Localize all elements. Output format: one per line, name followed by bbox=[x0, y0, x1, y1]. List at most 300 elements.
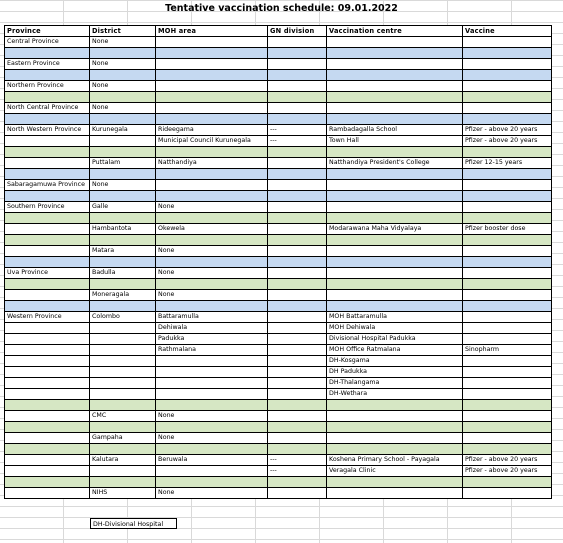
vaccination-centre-cell[interactable]: Natthandiya President's College bbox=[327, 158, 463, 169]
district-cell[interactable]: None bbox=[90, 103, 156, 114]
vaccine-cell[interactable]: Pfizer - above 20 years bbox=[463, 455, 552, 466]
province-cell[interactable] bbox=[5, 411, 90, 422]
district-cell[interactable] bbox=[90, 257, 156, 268]
vaccine-cell[interactable] bbox=[463, 356, 552, 367]
moh-area-cell[interactable]: None bbox=[156, 246, 268, 257]
vaccination-centre-cell[interactable] bbox=[327, 279, 463, 290]
gn-division-cell[interactable] bbox=[268, 488, 327, 499]
vaccine-cell[interactable] bbox=[463, 202, 552, 213]
vaccination-centre-cell[interactable]: MOH Battaramulla bbox=[327, 312, 463, 323]
gn-division-cell[interactable] bbox=[268, 81, 327, 92]
district-cell[interactable]: Badulla bbox=[90, 268, 156, 279]
moh-area-cell[interactable] bbox=[156, 477, 268, 488]
vaccination-centre-cell[interactable] bbox=[327, 191, 463, 202]
header-district[interactable]: District bbox=[90, 26, 156, 37]
province-cell[interactable] bbox=[5, 136, 90, 147]
province-cell[interactable]: Western Province bbox=[5, 312, 90, 323]
footnote-cell[interactable]: DH-Divisional Hospital bbox=[90, 518, 177, 529]
vaccination-centre-cell[interactable] bbox=[327, 422, 463, 433]
table-row bbox=[5, 301, 552, 312]
moh-area-cell[interactable]: None bbox=[156, 488, 268, 499]
table-row bbox=[5, 433, 552, 444]
header-vaccination-centre[interactable]: Vaccination centre bbox=[327, 26, 463, 37]
vaccination-centre-cell[interactable]: DH-Thalangama bbox=[327, 378, 463, 389]
vaccination-centre-cell[interactable]: Rambadagalla School bbox=[327, 125, 463, 136]
province-cell[interactable] bbox=[5, 367, 90, 378]
moh-area-cell[interactable] bbox=[156, 37, 268, 48]
district-cell[interactable]: Colombo bbox=[90, 312, 156, 323]
vaccine-cell[interactable] bbox=[463, 389, 552, 400]
vaccination-centre-cell[interactable] bbox=[327, 213, 463, 224]
table-row bbox=[5, 136, 552, 147]
gn-division-cell[interactable] bbox=[268, 257, 327, 268]
gn-division-cell[interactable] bbox=[268, 213, 327, 224]
moh-area-cell[interactable] bbox=[156, 191, 268, 202]
table-row bbox=[5, 334, 552, 345]
table-row bbox=[5, 400, 552, 411]
gn-division-cell[interactable] bbox=[268, 147, 327, 158]
district-cell[interactable] bbox=[90, 477, 156, 488]
vaccination-centre-cell[interactable] bbox=[327, 37, 463, 48]
vaccine-cell[interactable]: Pfizer - above 20 years bbox=[463, 136, 552, 147]
district-cell[interactable] bbox=[90, 136, 156, 147]
moh-area-cell[interactable] bbox=[156, 59, 268, 70]
moh-area-cell[interactable] bbox=[156, 444, 268, 455]
moh-area-cell[interactable] bbox=[156, 81, 268, 92]
moh-area-cell[interactable] bbox=[156, 70, 268, 81]
gn-division-cell[interactable] bbox=[268, 158, 327, 169]
district-cell[interactable] bbox=[90, 169, 156, 180]
moh-area-cell[interactable]: None bbox=[156, 411, 268, 422]
vaccination-centre-cell[interactable] bbox=[327, 92, 463, 103]
vaccine-cell[interactable] bbox=[463, 378, 552, 389]
province-cell[interactable] bbox=[5, 70, 90, 81]
moh-area-cell[interactable] bbox=[156, 235, 268, 246]
moh-area-cell[interactable] bbox=[156, 169, 268, 180]
district-cell[interactable]: Puttalam bbox=[90, 158, 156, 169]
vaccination-centre-cell[interactable] bbox=[327, 444, 463, 455]
vaccine-cell[interactable] bbox=[463, 367, 552, 378]
moh-area-cell[interactable] bbox=[156, 147, 268, 158]
vaccination-centre-cell[interactable] bbox=[327, 301, 463, 312]
moh-area-cell[interactable]: None bbox=[156, 290, 268, 301]
vaccine-cell[interactable]: Pfizer 12-15 years bbox=[463, 158, 552, 169]
moh-area-cell[interactable]: Rideegama bbox=[156, 125, 268, 136]
district-cell[interactable] bbox=[90, 279, 156, 290]
province-cell[interactable] bbox=[5, 477, 90, 488]
moh-area-cell[interactable] bbox=[156, 367, 268, 378]
moh-area-cell[interactable]: None bbox=[156, 433, 268, 444]
district-cell[interactable] bbox=[90, 466, 156, 477]
moh-area-cell[interactable] bbox=[156, 466, 268, 477]
moh-area-cell[interactable]: None bbox=[156, 202, 268, 213]
moh-area-cell[interactable]: Municipal Council Kurunegala bbox=[156, 136, 268, 147]
gn-division-cell[interactable] bbox=[268, 323, 327, 334]
vaccination-centre-cell[interactable] bbox=[327, 246, 463, 257]
moh-area-cell[interactable]: Padukka bbox=[156, 334, 268, 345]
table-row bbox=[5, 158, 552, 169]
gn-division-cell[interactable] bbox=[268, 367, 327, 378]
table-row bbox=[5, 345, 552, 356]
province-cell[interactable] bbox=[5, 345, 90, 356]
district-cell[interactable]: Kurunegala bbox=[90, 125, 156, 136]
gn-division-cell[interactable]: --- bbox=[268, 466, 327, 477]
gn-division-cell[interactable] bbox=[268, 180, 327, 191]
vaccine-cell[interactable] bbox=[463, 180, 552, 191]
vaccine-cell[interactable] bbox=[463, 213, 552, 224]
gn-division-cell[interactable] bbox=[268, 290, 327, 301]
table-row bbox=[5, 114, 552, 125]
province-cell[interactable]: Eastern Province bbox=[5, 59, 90, 70]
vaccination-centre-cell[interactable] bbox=[327, 477, 463, 488]
table-row bbox=[5, 81, 552, 92]
vaccination-centre-cell[interactable] bbox=[327, 411, 463, 422]
province-cell[interactable]: Southern Province bbox=[5, 202, 90, 213]
moh-area-cell[interactable] bbox=[156, 92, 268, 103]
vaccine-cell[interactable]: Pfizer - above 20 years bbox=[463, 125, 552, 136]
table-row bbox=[5, 378, 552, 389]
moh-area-cell[interactable] bbox=[156, 48, 268, 59]
province-cell[interactable] bbox=[5, 48, 90, 59]
gn-division-cell[interactable] bbox=[268, 103, 327, 114]
vaccination-centre-cell[interactable] bbox=[327, 235, 463, 246]
table-row bbox=[5, 290, 552, 301]
gn-division-cell[interactable] bbox=[268, 235, 327, 246]
district-cell[interactable] bbox=[90, 378, 156, 389]
table-row bbox=[5, 125, 552, 136]
vaccine-cell[interactable] bbox=[463, 268, 552, 279]
province-cell[interactable] bbox=[5, 389, 90, 400]
district-cell[interactable] bbox=[90, 400, 156, 411]
moh-area-cell[interactable] bbox=[156, 279, 268, 290]
table-row bbox=[5, 323, 552, 334]
moh-area-cell[interactable] bbox=[156, 114, 268, 125]
vaccine-cell[interactable]: Pfizer - above 20 years bbox=[463, 466, 552, 477]
gn-division-cell[interactable] bbox=[268, 477, 327, 488]
district-cell[interactable] bbox=[90, 422, 156, 433]
province-cell[interactable] bbox=[5, 455, 90, 466]
vaccination-centre-cell[interactable]: DH Padukka bbox=[327, 367, 463, 378]
vaccination-centre-cell[interactable] bbox=[327, 290, 463, 301]
province-cell[interactable] bbox=[5, 323, 90, 334]
gn-division-cell[interactable] bbox=[268, 378, 327, 389]
table-row bbox=[5, 312, 552, 323]
moh-area-cell[interactable]: None bbox=[156, 268, 268, 279]
vaccination-centre-cell[interactable] bbox=[327, 70, 463, 81]
district-cell[interactable] bbox=[90, 367, 156, 378]
district-cell[interactable]: Gampaha bbox=[90, 433, 156, 444]
table-row bbox=[5, 147, 552, 158]
province-cell[interactable] bbox=[5, 246, 90, 257]
gn-division-cell[interactable] bbox=[268, 191, 327, 202]
vaccination-centre-cell[interactable]: DH-Kosgama bbox=[327, 356, 463, 367]
table-row bbox=[5, 70, 552, 81]
province-cell[interactable] bbox=[5, 301, 90, 312]
district-cell[interactable]: None bbox=[90, 59, 156, 70]
district-cell[interactable] bbox=[90, 389, 156, 400]
vaccine-cell[interactable] bbox=[463, 312, 552, 323]
district-cell[interactable] bbox=[90, 92, 156, 103]
district-cell[interactable]: Matara bbox=[90, 246, 156, 257]
province-cell[interactable] bbox=[5, 224, 90, 235]
gn-division-cell[interactable] bbox=[268, 279, 327, 290]
gn-division-cell[interactable] bbox=[268, 37, 327, 48]
vaccine-cell[interactable] bbox=[463, 433, 552, 444]
table-row bbox=[5, 180, 552, 191]
header-gn-division[interactable]: GN division bbox=[268, 26, 327, 37]
district-cell[interactable] bbox=[90, 301, 156, 312]
vaccine-cell[interactable] bbox=[463, 92, 552, 103]
vaccine-cell[interactable] bbox=[463, 411, 552, 422]
vaccination-centre-cell[interactable]: Divisional Hospital Padukka bbox=[327, 334, 463, 345]
vaccination-centre-cell[interactable]: Modarawana Maha Vidyalaya bbox=[327, 224, 463, 235]
table-row bbox=[5, 246, 552, 257]
vaccine-cell[interactable] bbox=[463, 246, 552, 257]
district-cell[interactable] bbox=[90, 114, 156, 125]
gn-division-cell[interactable] bbox=[268, 48, 327, 59]
gn-division-cell[interactable] bbox=[268, 422, 327, 433]
vaccination-centre-cell[interactable] bbox=[327, 59, 463, 70]
vaccination-centre-cell[interactable]: DH-Wethara bbox=[327, 389, 463, 400]
vaccine-cell[interactable] bbox=[463, 191, 552, 202]
vaccine-cell[interactable] bbox=[463, 400, 552, 411]
table-row bbox=[5, 466, 552, 477]
vaccination-schedule-table bbox=[4, 25, 552, 499]
gn-division-cell[interactable] bbox=[268, 169, 327, 180]
moh-area-cell[interactable]: Rathmalana bbox=[156, 345, 268, 356]
vaccination-centre-cell[interactable] bbox=[327, 257, 463, 268]
district-cell[interactable] bbox=[90, 191, 156, 202]
province-cell[interactable] bbox=[5, 158, 90, 169]
table-row bbox=[5, 103, 552, 114]
vaccination-centre-cell[interactable] bbox=[327, 81, 463, 92]
district-cell[interactable]: None bbox=[90, 180, 156, 191]
table-row bbox=[5, 48, 552, 59]
province-cell[interactable] bbox=[5, 279, 90, 290]
province-cell[interactable]: Sabaragamuwa Province bbox=[5, 180, 90, 191]
gn-division-cell[interactable] bbox=[268, 114, 327, 125]
moh-area-cell[interactable] bbox=[156, 389, 268, 400]
district-cell[interactable]: Hambantota bbox=[90, 224, 156, 235]
table-row bbox=[5, 202, 552, 213]
district-cell[interactable] bbox=[90, 147, 156, 158]
gn-division-cell[interactable]: --- bbox=[268, 455, 327, 466]
table-row bbox=[5, 356, 552, 367]
moh-area-cell[interactable]: Beruwala bbox=[156, 455, 268, 466]
header-vaccine[interactable]: Vaccine bbox=[463, 26, 552, 37]
moh-area-cell[interactable]: Dehiwala bbox=[156, 323, 268, 334]
gn-division-cell[interactable]: --- bbox=[268, 125, 327, 136]
table-row bbox=[5, 169, 552, 180]
vaccine-cell[interactable] bbox=[463, 257, 552, 268]
district-cell[interactable]: Galle bbox=[90, 202, 156, 213]
province-cell[interactable]: Central Province bbox=[5, 37, 90, 48]
vaccine-cell[interactable] bbox=[463, 70, 552, 81]
table-row bbox=[5, 224, 552, 235]
table-row bbox=[5, 477, 552, 488]
district-cell[interactable] bbox=[90, 235, 156, 246]
vaccine-cell[interactable] bbox=[463, 103, 552, 114]
district-cell[interactable] bbox=[90, 48, 156, 59]
gn-division-cell[interactable] bbox=[268, 70, 327, 81]
moh-area-cell[interactable] bbox=[156, 257, 268, 268]
vaccine-cell[interactable] bbox=[463, 59, 552, 70]
province-cell[interactable] bbox=[5, 466, 90, 477]
moh-area-cell[interactable] bbox=[156, 400, 268, 411]
vaccine-cell[interactable]: Pfizer booster dose bbox=[463, 224, 552, 235]
vaccine-cell[interactable] bbox=[463, 301, 552, 312]
district-cell[interactable] bbox=[90, 213, 156, 224]
header-province[interactable]: Province bbox=[5, 26, 90, 37]
province-cell[interactable] bbox=[5, 378, 90, 389]
province-cell[interactable]: North Central Province bbox=[5, 103, 90, 114]
gn-division-cell[interactable] bbox=[268, 345, 327, 356]
vaccine-cell[interactable] bbox=[463, 48, 552, 59]
gn-division-cell[interactable] bbox=[268, 268, 327, 279]
province-cell[interactable] bbox=[5, 334, 90, 345]
moh-area-cell[interactable] bbox=[156, 213, 268, 224]
province-cell[interactable] bbox=[5, 191, 90, 202]
vaccination-centre-cell[interactable]: Koshena Primary School - Payagala bbox=[327, 455, 463, 466]
province-cell[interactable] bbox=[5, 169, 90, 180]
moh-area-cell[interactable] bbox=[156, 180, 268, 191]
province-cell[interactable]: Northern Province bbox=[5, 81, 90, 92]
gn-division-cell[interactable] bbox=[268, 92, 327, 103]
vaccine-cell[interactable] bbox=[463, 37, 552, 48]
moh-area-cell[interactable] bbox=[156, 356, 268, 367]
table-row bbox=[5, 455, 552, 466]
vaccination-centre-cell[interactable] bbox=[327, 268, 463, 279]
district-cell[interactable] bbox=[90, 444, 156, 455]
gn-division-cell[interactable] bbox=[268, 444, 327, 455]
province-cell[interactable] bbox=[5, 488, 90, 499]
gn-division-cell[interactable] bbox=[268, 433, 327, 444]
gn-division-cell[interactable] bbox=[268, 389, 327, 400]
province-cell[interactable] bbox=[5, 92, 90, 103]
vaccination-centre-cell[interactable]: MOH Dehiwala bbox=[327, 323, 463, 334]
district-cell[interactable]: Kalutara bbox=[90, 455, 156, 466]
vaccine-cell[interactable] bbox=[463, 81, 552, 92]
district-cell[interactable]: CMC bbox=[90, 411, 156, 422]
district-cell[interactable] bbox=[90, 334, 156, 345]
province-cell[interactable] bbox=[5, 400, 90, 411]
province-cell[interactable] bbox=[5, 422, 90, 433]
header-row bbox=[5, 26, 552, 37]
moh-area-cell[interactable] bbox=[156, 301, 268, 312]
gn-division-cell[interactable] bbox=[268, 400, 327, 411]
district-cell[interactable] bbox=[90, 323, 156, 334]
vaccine-cell[interactable] bbox=[463, 323, 552, 334]
table-row bbox=[5, 59, 552, 70]
vaccination-centre-cell[interactable] bbox=[327, 114, 463, 125]
table-body bbox=[5, 37, 552, 499]
vaccine-cell[interactable] bbox=[463, 147, 552, 158]
table-row bbox=[5, 191, 552, 202]
table-row bbox=[5, 268, 552, 279]
sheet-title: Tentative vaccination schedule: 09.01.2022 bbox=[165, 3, 398, 14]
moh-area-cell[interactable]: Natthandiya bbox=[156, 158, 268, 169]
gn-division-cell[interactable] bbox=[268, 301, 327, 312]
table-row bbox=[5, 235, 552, 246]
district-cell[interactable] bbox=[90, 345, 156, 356]
table-row bbox=[5, 37, 552, 48]
table-row bbox=[5, 367, 552, 378]
table-row bbox=[5, 257, 552, 268]
vaccination-centre-cell[interactable] bbox=[327, 400, 463, 411]
district-cell[interactable] bbox=[90, 356, 156, 367]
province-cell[interactable] bbox=[5, 257, 90, 268]
vaccination-centre-cell[interactable] bbox=[327, 202, 463, 213]
vaccine-cell[interactable] bbox=[463, 290, 552, 301]
district-cell[interactable]: NIHS bbox=[90, 488, 156, 499]
vaccination-centre-cell[interactable] bbox=[327, 169, 463, 180]
table-row bbox=[5, 213, 552, 224]
gn-division-cell[interactable] bbox=[268, 246, 327, 257]
province-cell[interactable] bbox=[5, 213, 90, 224]
moh-area-cell[interactable] bbox=[156, 103, 268, 114]
gn-division-cell[interactable] bbox=[268, 356, 327, 367]
province-cell[interactable] bbox=[5, 235, 90, 246]
province-cell[interactable]: North Western Province bbox=[5, 125, 90, 136]
province-cell[interactable] bbox=[5, 114, 90, 125]
province-cell[interactable]: Uva Province bbox=[5, 268, 90, 279]
vaccination-centre-cell[interactable] bbox=[327, 180, 463, 191]
moh-area-cell[interactable] bbox=[156, 422, 268, 433]
vaccine-cell[interactable] bbox=[463, 169, 552, 180]
vaccination-centre-cell[interactable] bbox=[327, 103, 463, 114]
province-cell[interactable] bbox=[5, 444, 90, 455]
vaccination-centre-cell[interactable] bbox=[327, 488, 463, 499]
gn-division-cell[interactable] bbox=[268, 59, 327, 70]
vaccine-cell[interactable] bbox=[463, 279, 552, 290]
table-row bbox=[5, 422, 552, 433]
province-cell[interactable] bbox=[5, 147, 90, 158]
vaccine-cell[interactable] bbox=[463, 235, 552, 246]
header-moh-area[interactable]: MOH area bbox=[156, 26, 268, 37]
district-cell[interactable]: None bbox=[90, 81, 156, 92]
vaccination-centre-cell[interactable]: Town Hall bbox=[327, 136, 463, 147]
table-row bbox=[5, 389, 552, 400]
vaccine-cell[interactable] bbox=[463, 488, 552, 499]
vaccine-cell[interactable] bbox=[463, 114, 552, 125]
province-cell[interactable] bbox=[5, 290, 90, 301]
moh-area-cell[interactable]: Battaramulla bbox=[156, 312, 268, 323]
gn-division-cell[interactable] bbox=[268, 411, 327, 422]
vaccine-cell[interactable]: Sinopharm bbox=[463, 345, 552, 356]
gn-division-cell[interactable]: --- bbox=[268, 136, 327, 147]
province-cell[interactable] bbox=[5, 356, 90, 367]
moh-area-cell[interactable]: Okewela bbox=[156, 224, 268, 235]
province-cell[interactable] bbox=[5, 433, 90, 444]
moh-area-cell[interactable] bbox=[156, 378, 268, 389]
vaccination-centre-cell[interactable]: Veragala Clinic bbox=[327, 466, 463, 477]
gn-division-cell[interactable] bbox=[268, 334, 327, 345]
vaccine-cell[interactable] bbox=[463, 422, 552, 433]
vaccination-centre-cell[interactable]: MOH Office Ratmalana bbox=[327, 345, 463, 356]
gn-division-cell[interactable] bbox=[268, 224, 327, 235]
district-cell[interactable]: Moneragala bbox=[90, 290, 156, 301]
vaccine-cell[interactable] bbox=[463, 477, 552, 488]
district-cell[interactable]: None bbox=[90, 37, 156, 48]
district-cell[interactable] bbox=[90, 70, 156, 81]
vaccination-centre-cell[interactable] bbox=[327, 147, 463, 158]
vaccination-centre-cell[interactable] bbox=[327, 433, 463, 444]
vaccine-cell[interactable] bbox=[463, 334, 552, 345]
gn-division-cell[interactable] bbox=[268, 312, 327, 323]
gn-division-cell[interactable] bbox=[268, 202, 327, 213]
vaccine-cell[interactable] bbox=[463, 444, 552, 455]
vaccination-centre-cell[interactable] bbox=[327, 48, 463, 59]
